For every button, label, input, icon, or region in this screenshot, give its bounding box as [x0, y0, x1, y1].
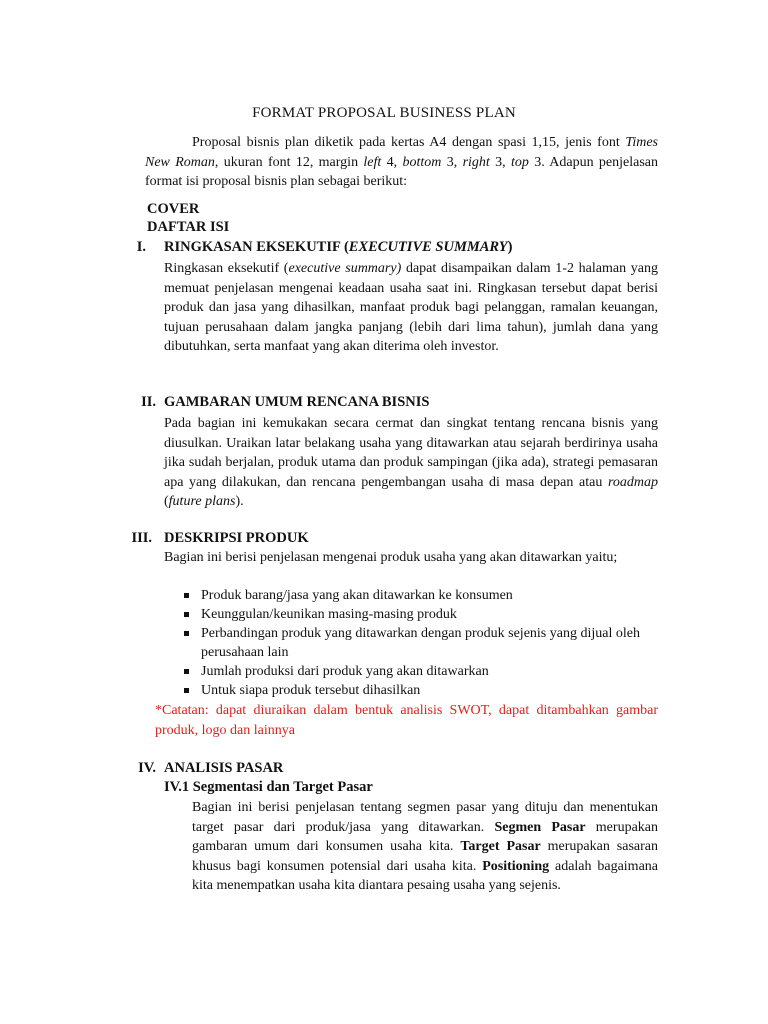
positioning-term: Positioning — [482, 858, 550, 874]
bullet-square-icon — [184, 669, 189, 674]
section-4-heading: ANALISIS PASAR — [164, 760, 284, 776]
cover-heading: COVER — [147, 201, 200, 217]
section-1-title-b: ) — [507, 239, 513, 255]
list-item — [180, 605, 658, 624]
bullet-text: Untuk siapa produk tersebut dihasilkan — [201, 683, 421, 698]
section-1-text-1: Ringkasan eksekutif ( — [164, 261, 289, 276]
segmen-pasar-term: Segmen Pasar — [494, 819, 586, 835]
section-2-future-plans: future plans — [168, 494, 236, 509]
list-item — [180, 586, 658, 605]
cover-block — [147, 200, 229, 236]
document-title: FORMAT PROPOSAL BUSINESS PLAN — [252, 105, 516, 121]
product-bullet-list — [180, 586, 658, 700]
bullet-square-icon — [184, 631, 189, 636]
intro-text-6: 3. Adapun penjelasan format isi proposal bisnis plan sebagai berikut: — [145, 154, 659, 189]
section-4-number: IV. — [138, 760, 156, 776]
intro-margin-top: top — [510, 154, 529, 170]
intro-text-4: 3, — [441, 154, 463, 170]
intro-text-3: 4, — [381, 154, 403, 170]
section-1-title-italic: EXECUTIVE SUMMARY — [348, 239, 508, 255]
section-4-text-1: Bagian ini berisi penjelasan tentang segmen pasar yang dituju dan menentukan target pasar dari produk/jasa yang ditawarkan. — [192, 800, 658, 835]
bullet-square-icon — [184, 688, 189, 693]
section-1-paragraph — [164, 259, 658, 357]
bullet-text: Keunggulan/keunikan masing-masing produk — [201, 607, 457, 622]
section-4-text-4: adalah bagaimana kita menempatkan usaha kita diantara pesaing usaha yang sejenis. — [192, 858, 658, 893]
section-1-text-italic: executive summary) — [288, 261, 402, 276]
intro-text-2: , ukuran font 12, margin — [214, 154, 364, 170]
list-item — [180, 624, 658, 662]
section-4-text-3: merupakan sasaran khusus bagi konsumen potensial dari usaha kita. — [192, 839, 658, 874]
section-2-number: II. — [141, 394, 156, 410]
bullet-text: Perbandingan produk yang ditawarkan dengan produk sejenis yang dijual oleh perusahaan lain — [201, 626, 640, 660]
section-2-text-3: ). — [235, 494, 244, 509]
target-pasar-term: Target Pasar — [460, 839, 541, 854]
section-2-text-1: Pada bagian ini kemukakan secara cermat dan singkat tentang rencana bisnis yang diusulkan. Uraikan latar belakang usaha yang ditawarkan atau sejarah berdirinya usaha jika sudah berjalan, produk utama dan produk sampingan (jika ada), strategi pemasaran apa yang dilakukan, dan rencana pengembangan usaha di masa depan atau — [164, 416, 658, 490]
section-2-paragraph — [164, 414, 658, 512]
section-4-text-2: merupakan gambaran umum dari konsumen usaha kita. — [192, 819, 658, 854]
intro-margin-bottom: bottom — [402, 154, 442, 170]
section-2-heading: GAMBARAN UMUM RENCANA BISNIS — [164, 394, 430, 410]
swot-note: *Catatan: dapat diuraikan dalam bentuk analisis SWOT, dapat ditambahkan gambar produk, logo dan lainnya — [155, 703, 658, 738]
list-item — [180, 662, 658, 681]
section-3-number: III. — [131, 530, 152, 546]
subsection-4-1-heading: IV.1 Segmentasi dan Target Pasar — [164, 779, 373, 795]
intro-text-1: Proposal bisnis plan diketik pada kertas A4 dengan spasi 1,15, jenis font — [192, 135, 626, 150]
section-1-text-2: dapat disampaikan dalam 1-2 halaman yang memuat penjelasan mengenai keadaan usaha saat ini. Ringkasan tersebut dapat berisi produk dan jasa yang dihasilkan, manfaat produk bagi pelanggan, ramalan keuangan, tujuan perusahaan dalam jangka panjang (lebih dari lima tahun), jumlah dana yang dibutuhkan, serta manfaat yang akan diterima oleh investor. — [164, 261, 658, 354]
section-3-paragraph: Bagian ini berisi penjelasan mengenai produk usaha yang akan ditawarkan yaitu; — [164, 550, 618, 565]
bullet-square-icon — [184, 593, 189, 598]
intro-font-name: Times New Roman — [145, 135, 658, 170]
intro-text-5: 3, — [489, 154, 511, 170]
list-item — [180, 681, 658, 700]
bullet-text: Jumlah produksi dari produk yang akan ditawarkan — [201, 664, 489, 679]
intro-paragraph — [145, 133, 658, 192]
section-2-text-2: ( — [164, 494, 169, 509]
intro-margin-right: right — [462, 154, 490, 170]
intro-margin-left: left — [363, 154, 382, 170]
section-1-heading — [164, 238, 513, 258]
section-4-paragraph — [192, 798, 658, 896]
bullet-square-icon — [184, 612, 189, 617]
section-1-number: I. — [136, 239, 146, 255]
section-3-heading: DESKRIPSI PRODUK — [164, 530, 309, 546]
bullet-text: Produk barang/jasa yang akan ditawarkan ke konsumen — [201, 588, 513, 603]
daftar-isi-heading: DAFTAR ISI — [147, 219, 230, 235]
section-1-title-a: RINGKASAN EKSEKUTIF ( — [164, 239, 349, 255]
section-2-roadmap: roadmap — [607, 474, 658, 490]
